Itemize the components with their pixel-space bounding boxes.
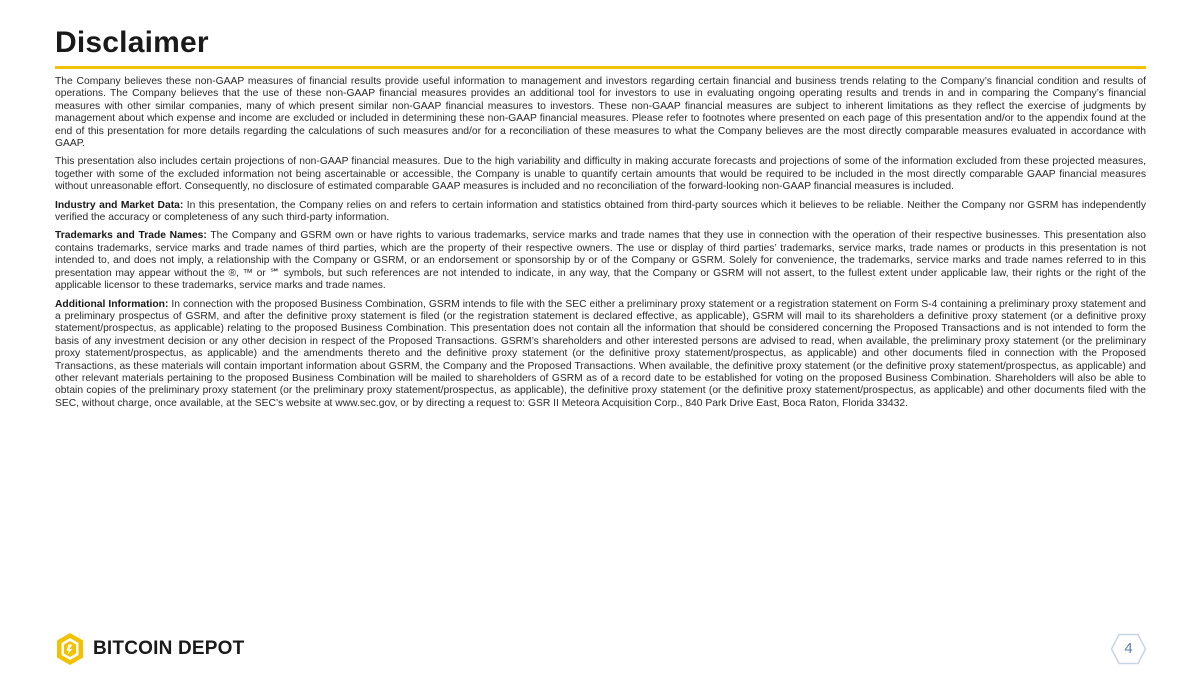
paragraph-text: The Company and GSRM own or have rights to various trademarks, service marks and trade names that they use in connection with the operation of their respective businesses. This presentation also contains trademarks, service marks and trade names of third parties, which are the property of their respective owners. The use or display of third parties’ trademarks, service marks, trade names or products in this presentation is not intended to, and does not imply, a relationship with the Company or GSRM, or an endorsement or sponsorship by or of the Company or GSRM. Solely for convenience, the trademarks, service marks and trade names referred to in this presentation may appear without the ®, ™ or ℠ symbols, but such references are not intended to indicate, in any way, that the Company or GSRM will not assert, to the fullest extent under applicable law, their rights or the right of the applicable licensor to these trademarks, service marks and trade names.	[55, 230, 1146, 292]
page-title: Disclaimer	[55, 26, 209, 59]
paragraph-trademarks	[55, 230, 1146, 292]
page-number: 4	[1124, 640, 1133, 657]
bitcoin-hexagon-icon	[55, 632, 85, 666]
company-logo	[55, 631, 244, 667]
paragraph-additional-info	[55, 299, 1146, 411]
logo-text: BITCOIN DEPOT	[93, 638, 245, 659]
paragraph-heading: Trademarks and Trade Names:	[55, 230, 207, 242]
paragraph-text: This presentation also includes certain projections of non-GAAP financial measures. Due to the high variability and difficulty in making accurate forecasts and projections of some of the information excluded from these projected measures, together with some of the excluded information not being ascertainable or accessible, the Company is unable to quantify certain amounts that would be required to be included in the most directly comparable GAAP financial measures without unreasonable effort. Consequently, no disclosure of estimated comparable GAAP measures is included and no reconciliation of the forward-looking non-GAAP financial measures is included.	[55, 156, 1146, 193]
paragraph-non-gaap	[55, 76, 1146, 150]
paragraph-text: In connection with the proposed Business Combination, GSRM intends to file with the SEC either a preliminary proxy statement or a registration statement on Form S-4 containing a preliminary proxy statement and a preliminary prospectus of GSRM, and after the definitive proxy statement is filed (or the registration statement is declared effective, as applicable), GSRM will mail to its shareholders a definitive proxy statement (or a definitive proxy statement/prospectus, as applicable) relating to the proposed Business Combination. This presentation does not contain all the information that should be considered concerning the Proposed Transactions and is not intended to form the basis of any investment decision or any other decision in respect of the Proposed Transactions. GSRM’s shareholders and other interested persons are advised to read, when available, the preliminary proxy statement (or the preliminary proxy statement/prospectus, as applicable) and the amendments thereto and the definitive proxy statement (or the definitive proxy statement/prospectus, as applicable) and other documents filed in connection with the Proposed Transactions, as these materials will contain important information about GSRM, the Company and the Proposed Transactions. When available, the definitive proxy statement (or the definitive proxy statement/prospectus, as applicable) and other relevant materials pertaining to the proposed Business Combination will be mailed to shareholders of GSRM as of a record date to be established for voting on the proposed Business Combination. Shareholders will also be able to obtain copies of the preliminary proxy statement (or the preliminary proxy statement/prospectus, as applicable), the definitive proxy statement (or the definitive proxy statement/prospectus, as applicable) and other documents filed with the SEC, without charge, once available, at the SEC’s website at www.sec.gov, or by directing a request to: GSR II Meteora Acquisition Corp., 840 Park Drive East, Boca Raton, Florida 33432.	[55, 298, 1146, 409]
paragraph-text: In this presentation, the Company relies on and refers to certain information and statistics obtained from third-party sources which it believes to be reliable. Neither the Company nor GSRM has independently verified the accuracy or completeness of any such third-party information.	[55, 199, 1146, 224]
paragraph-projections	[55, 156, 1146, 193]
disclaimer-body	[55, 76, 1146, 416]
title-divider	[55, 66, 1146, 69]
paragraph-text: The Company believes these non-GAAP measures of financial results provide useful information to management and investors regarding certain financial and business trends relating to the Company’s financial condition and results of operations. The Company believes that the use of these non-GAAP financial measures provides an additional tool for investors to use in evaluating ongoing operating results and trends in and in comparing the Company’s financial measures with other similar companies, many of which present similar non-GAAP financial measures to investors. These non-GAAP financial measures are subject to inherent limitations as they reflect the exercise of judgments by management about which expense and income are excluded or included in determining these non-GAAP financial measures. Please refer to footnotes where presented on each page of this presentation and/or to the appendix found at the end of this presentation for more details regarding the calculations of such measures and/or for a reconciliation of these measures to what the Company believes are the most directly comparable measures evaluated in accordance with GAAP.	[55, 76, 1146, 150]
paragraph-industry-data	[55, 200, 1146, 225]
paragraph-heading: Industry and Market Data:	[55, 199, 184, 211]
page-number-badge	[1110, 633, 1147, 665]
paragraph-heading: Additional Information:	[55, 298, 169, 310]
